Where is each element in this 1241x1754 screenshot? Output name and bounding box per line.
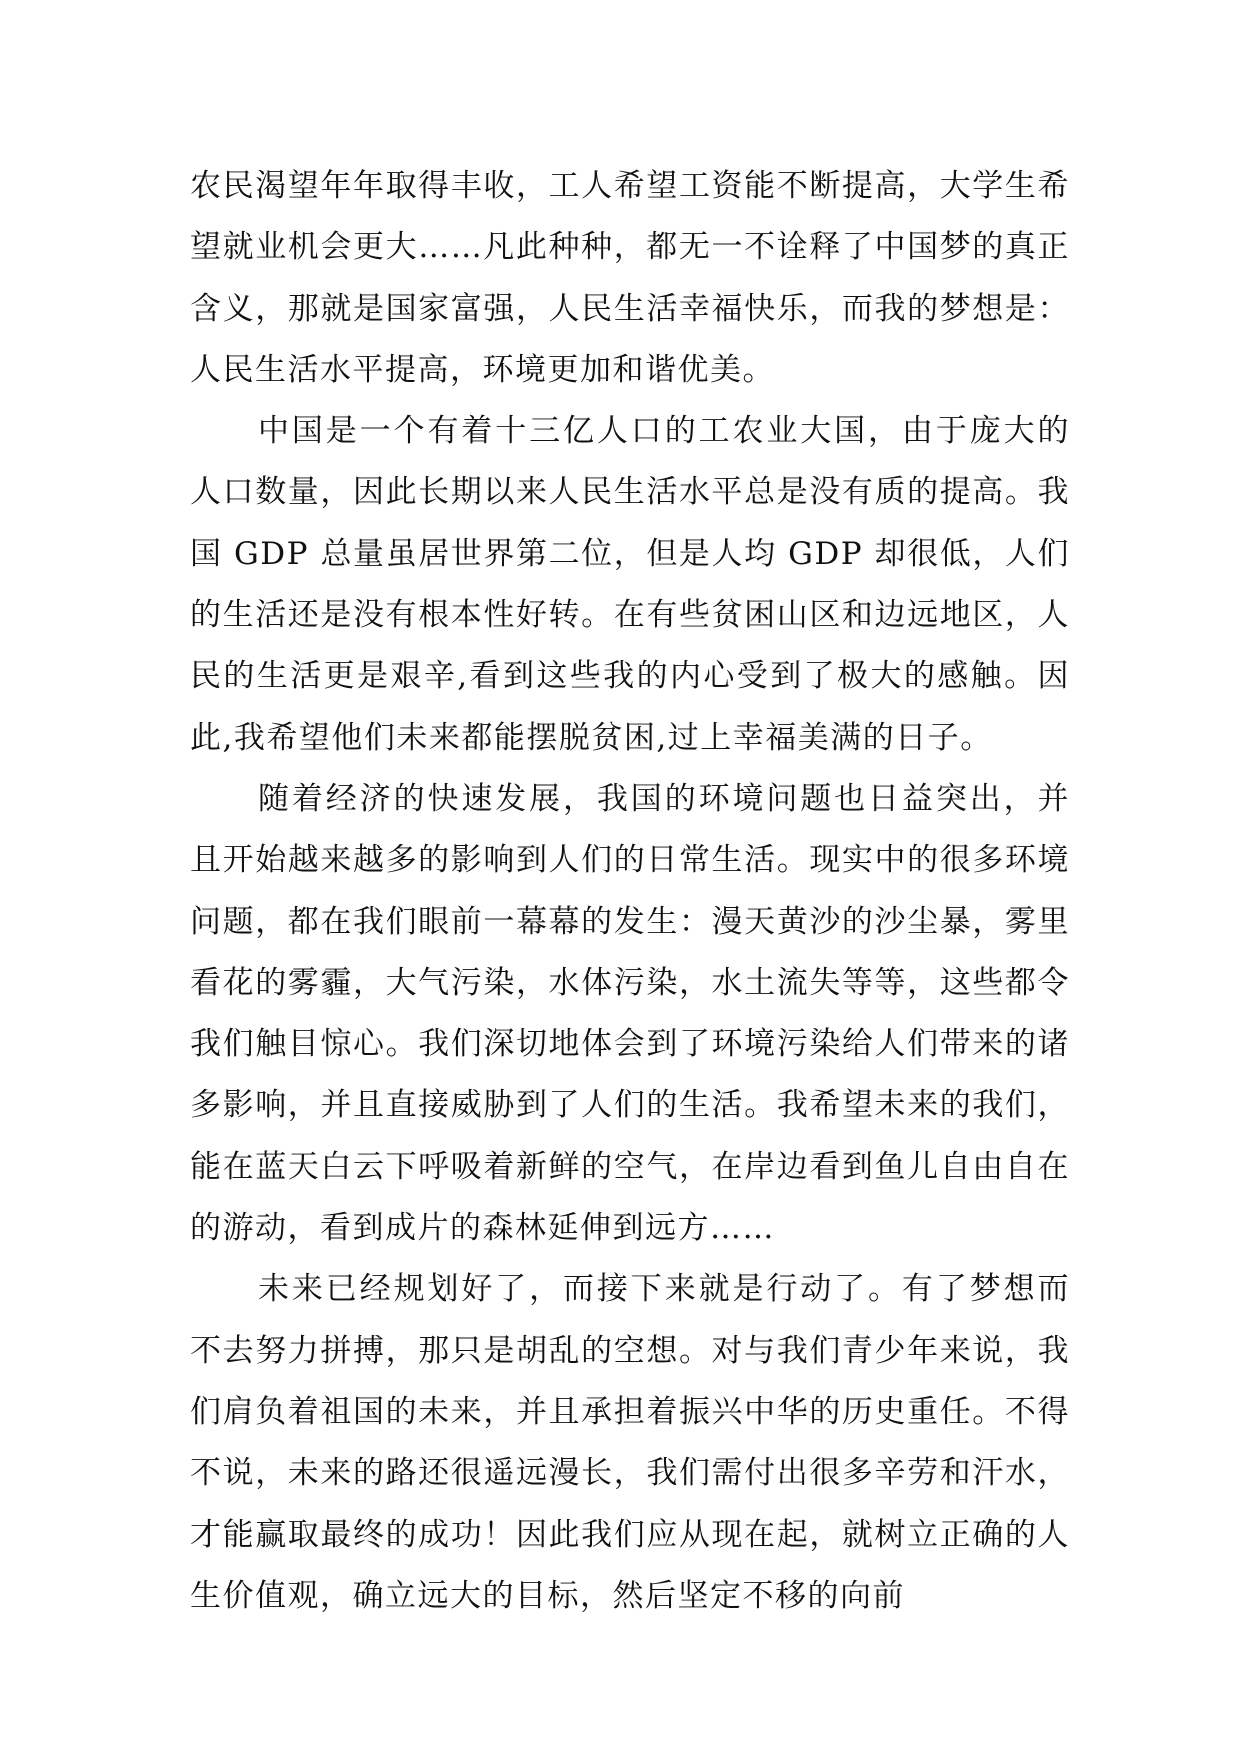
paragraph: 农民渴望年年取得丰收，工人希望工资能不断提高，大学生希望就业机会更大……凡此种种，都无一不诠释了中国梦的真正含义，那就是国家富强，人民生活幸福快乐，而我的梦想是：人民生活水平提高，环境更加和谐优美。: [190, 168, 1070, 388]
paragraph: 未来已经规划好了，而接下来就是行动了。有了梦想而不去努力拼搏，那只是胡乱的空想。对与我们青少年来说，我们肩负着祖国的未来，并且承担着振兴中华的历史重任。不得不说，未来的路还很遥远漫长，我们需付出很多辛劳和汗水，才能赢取最终的成功！因此我们应从现在起，就树立正确的人生价值观，确立远大的目标，然后坚定不移的向前: [190, 1271, 1070, 1614]
document-body: [190, 156, 1070, 1627]
paragraph: 中国是一个有着十三亿人口的工农业大国，由于庞大的人口数量，因此长期以来人民生活水平总是没有质的提高。我国 GDP 总量虽居世界第二位，但是人均 GDP 却很低，人们的生活还是没有根本性好转。在有些贫困山区和边远地区，人民的生活更是艰辛,看到这些我的内心受到了极大的感触。因此,我希望他们未来都能摆脱贫困,过上幸福美满的日子。: [190, 413, 1070, 756]
paragraph: 随着经济的快速发展，我国的环境问题也日益突出，并且开始越来越多的影响到人们的日常生活。现实中的很多环境问题，都在我们眼前一幕幕的发生：漫天黄沙的沙尘暴，雾里看花的雾霾，大气污染，水体污染，水土流失等等，这些都令我们触目惊心。我们深切地体会到了环境污染给人们带来的诸多影响，并且直接威胁到了人们的生活。我希望未来的我们，能在蓝天白云下呼吸着新鲜的空气，在岸边看到鱼儿自由自在的游动，看到成片的森林延伸到远方……: [190, 780, 1070, 1247]
